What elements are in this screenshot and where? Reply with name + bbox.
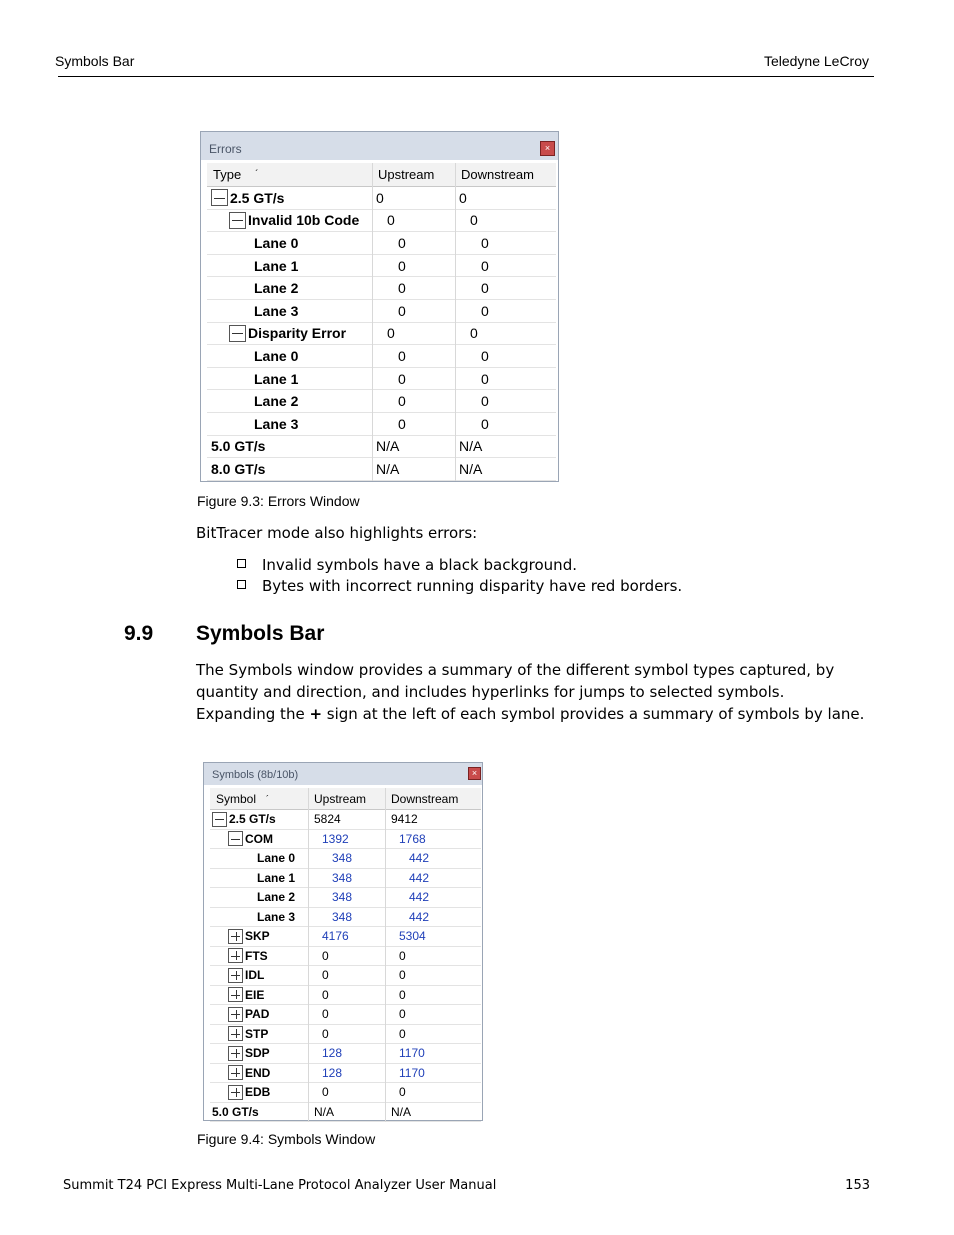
column-header-symbol[interactable]: Symbol ´ — [216, 791, 270, 806]
column-divider — [372, 163, 373, 481]
column-divider — [455, 163, 456, 481]
upstream-value: 0 — [387, 325, 395, 342]
expand-icon[interactable] — [228, 987, 243, 1002]
upstream-value: 0 — [398, 257, 406, 274]
row-label-cell — [254, 300, 298, 322]
collapse-icon[interactable] — [229, 212, 246, 229]
row-label-cell — [254, 232, 298, 254]
row-label: FTS — [245, 948, 268, 963]
row-label-cell — [211, 436, 265, 458]
row-label: Lane 0 — [254, 234, 299, 251]
collapse-icon[interactable] — [212, 812, 227, 827]
downstream-value: 0 — [481, 347, 489, 364]
table-row[interactable] — [207, 277, 556, 300]
section-number: 9.9 — [124, 622, 154, 645]
symbols-paragraph: The Symbols window provides a summary of the different symbol types captured, by quantity and direction, and includes hyperlinks for jumps to selected symbols. Expanding the + sign at the left of each symbol provides a summary of symbols by lane. — [196, 661, 865, 723]
bullet-item: Bytes with incorrect running disparity have red borders. — [237, 577, 682, 595]
table-row[interactable] — [207, 390, 556, 413]
row-label: 5.0 GT/s — [211, 438, 266, 455]
symbols-window — [203, 762, 483, 1121]
collapse-icon[interactable] — [228, 831, 243, 846]
row-label-cell — [254, 255, 298, 277]
downstream-value[interactable]: 5304 — [399, 929, 426, 944]
close-icon[interactable]: × — [540, 141, 555, 156]
table-row[interactable] — [207, 458, 556, 481]
section-title: Symbols Bar — [196, 622, 325, 645]
row-label-cell — [254, 277, 298, 299]
table-row[interactable] — [210, 966, 481, 986]
table-row[interactable] — [210, 830, 481, 850]
upstream-value[interactable]: 348 — [332, 851, 353, 866]
row-label-cell — [257, 908, 295, 927]
row-label: Lane 1 — [254, 257, 299, 274]
table-row[interactable] — [207, 187, 556, 210]
upstream-value: 0 — [322, 1007, 329, 1022]
row-label-cell — [212, 810, 276, 829]
row-label-cell — [211, 187, 284, 209]
row-label-cell — [254, 368, 298, 390]
row-label-cell — [211, 458, 265, 480]
table-row[interactable] — [210, 888, 481, 908]
upstream-value[interactable]: 128 — [322, 1065, 343, 1080]
row-label: COM — [245, 831, 273, 846]
upstream-value[interactable]: 348 — [332, 909, 353, 924]
downstream-value: 0 — [399, 1085, 406, 1100]
symbols-table — [210, 788, 481, 1120]
row-label: 2.5 GT/s — [229, 812, 276, 827]
row-label-cell — [228, 1005, 269, 1024]
row-label-cell — [228, 947, 268, 966]
downstream-value: 0 — [470, 325, 478, 342]
column-header-row — [207, 163, 556, 187]
upstream-value: 0 — [398, 280, 406, 297]
upstream-value: 0 — [398, 415, 406, 432]
row-label-cell — [228, 1083, 270, 1102]
column-header-type[interactable]: Type ´ — [213, 167, 259, 182]
row-label: Lane 2 — [254, 280, 299, 297]
expand-icon[interactable] — [228, 948, 243, 963]
row-label: SDP — [245, 1046, 270, 1061]
expand-icon[interactable] — [228, 968, 243, 983]
table-row[interactable] — [210, 1025, 481, 1045]
expand-icon[interactable] — [228, 1046, 243, 1061]
row-label: SKP — [245, 929, 270, 944]
upstream-value[interactable]: 348 — [332, 890, 353, 905]
downstream-value: 0 — [399, 968, 406, 983]
table-row[interactable] — [210, 1064, 481, 1084]
bittracer-text: BitTracer mode also highlights errors: — [196, 524, 478, 542]
errors-table — [207, 163, 556, 481]
upstream-value[interactable]: 1392 — [322, 831, 349, 846]
symbols-window-title: Symbols (8b/10b) — [212, 769, 299, 781]
downstream-value: 0 — [481, 257, 489, 274]
table-row[interactable] — [210, 869, 481, 889]
symbols-window-title-bar — [204, 763, 482, 785]
upstream-value: 0 — [376, 189, 384, 206]
downstream-value[interactable]: 442 — [409, 870, 430, 885]
row-label-cell — [228, 1025, 268, 1044]
upstream-value: N/A — [376, 438, 400, 455]
header-rule — [58, 76, 874, 77]
table-row[interactable] — [210, 849, 481, 869]
downstream-value: 0 — [399, 1026, 406, 1041]
running-header-left: Symbols Bar — [55, 53, 135, 69]
column-header-upstream[interactable]: Upstream — [314, 791, 367, 806]
row-label-cell — [212, 1103, 259, 1122]
upstream-value: 0 — [398, 302, 406, 319]
row-label-cell — [228, 927, 270, 946]
row-label: Lane 3 — [254, 415, 299, 432]
collapse-icon[interactable] — [229, 325, 246, 342]
row-label-cell — [229, 323, 346, 345]
table-row[interactable] — [207, 300, 556, 323]
downstream-value[interactable]: 1170 — [399, 1046, 425, 1061]
row-label-cell — [257, 849, 295, 868]
sort-arrow-icon: ´ — [255, 169, 259, 180]
downstream-value: 0 — [470, 212, 478, 229]
row-label-cell — [254, 345, 298, 367]
upstream-value[interactable]: 4176 — [322, 929, 349, 944]
table-row[interactable] — [207, 323, 556, 346]
upstream-value: 0 — [322, 948, 329, 963]
errors-window-title: Errors — [209, 142, 242, 156]
downstream-value[interactable]: 442 — [409, 909, 430, 924]
upstream-value: 0 — [398, 393, 406, 410]
downstream-value: 0 — [481, 370, 489, 387]
column-header-downstream[interactable]: Downstream — [461, 167, 534, 182]
downstream-value[interactable]: 442 — [409, 851, 430, 866]
downstream-value[interactable]: 1768 — [399, 831, 426, 846]
figure-caption-errors: Figure 9.3: Errors Window — [197, 493, 360, 509]
row-label-cell — [228, 1064, 270, 1083]
row-label: Lane 0 — [254, 347, 299, 364]
downstream-value: 0 — [399, 1007, 406, 1022]
collapse-icon[interactable] — [211, 189, 228, 206]
checkbox-bullet-icon — [237, 559, 246, 568]
downstream-value[interactable]: 442 — [409, 890, 430, 905]
table-row[interactable] — [207, 413, 556, 436]
row-label-cell — [228, 830, 273, 849]
downstream-value[interactable]: 1170 — [399, 1065, 425, 1080]
downstream-value: N/A — [391, 1104, 412, 1119]
table-row[interactable] — [210, 1044, 481, 1064]
row-label-cell — [228, 966, 264, 985]
row-label-cell — [257, 888, 295, 907]
upstream-value: N/A — [376, 460, 400, 477]
downstream-value: 0 — [481, 234, 489, 251]
table-row[interactable] — [210, 1083, 481, 1103]
row-label: EDB — [245, 1085, 271, 1100]
checkbox-bullet-icon — [237, 580, 246, 589]
row-label: Lane 3 — [254, 302, 299, 319]
table-row[interactable] — [210, 947, 481, 967]
figure-caption-symbols: Figure 9.4: Symbols Window — [197, 1131, 376, 1147]
row-label: 2.5 GT/s — [230, 189, 285, 206]
table-row[interactable] — [207, 232, 556, 255]
table-row[interactable] — [210, 1103, 481, 1123]
row-label: END — [245, 1065, 271, 1080]
downstream-value: 0 — [399, 987, 406, 1002]
downstream-value: 0 — [481, 280, 489, 297]
downstream-value: 9412 — [391, 812, 418, 827]
row-label: Lane 3 — [257, 909, 296, 924]
downstream-value: N/A — [459, 460, 483, 477]
row-label: PAD — [245, 1007, 270, 1022]
row-label: STP — [245, 1026, 269, 1041]
column-header-row — [210, 788, 481, 810]
expand-icon[interactable] — [228, 929, 243, 944]
row-label-cell — [254, 390, 298, 412]
table-row[interactable] — [207, 436, 556, 459]
upstream-value[interactable]: 128 — [322, 1046, 343, 1061]
row-label: Lane 2 — [257, 890, 296, 905]
table-row[interactable] — [207, 368, 556, 391]
expand-icon[interactable] — [228, 1026, 243, 1041]
column-header-upstream[interactable]: Upstream — [378, 167, 435, 182]
row-label: Lane 1 — [254, 370, 299, 387]
errors-window — [200, 131, 559, 482]
row-label: Disparity Error — [248, 325, 347, 342]
downstream-value: 0 — [481, 302, 489, 319]
row-label-cell — [254, 413, 298, 435]
table-row[interactable] — [207, 345, 556, 368]
upstream-value: 0 — [322, 968, 329, 983]
column-divider — [308, 788, 309, 1122]
downstream-value: 0 — [399, 948, 406, 963]
table-row[interactable] — [210, 908, 481, 928]
upstream-value: N/A — [314, 1104, 335, 1119]
row-label: IDL — [245, 968, 265, 983]
downstream-value: N/A — [459, 438, 483, 455]
downstream-value: 0 — [459, 189, 467, 206]
errors-window-title-bar — [201, 132, 558, 160]
table-row[interactable] — [210, 810, 481, 830]
upstream-value: 0 — [322, 1026, 329, 1041]
downstream-value: 0 — [481, 415, 489, 432]
row-label: 5.0 GT/s — [212, 1104, 259, 1119]
row-label-cell — [257, 869, 295, 888]
upstream-value: 0 — [398, 370, 406, 387]
footer-title: Summit T24 PCI Express Multi-Lane Protocol Analyzer User Manual — [63, 1178, 497, 1193]
row-label: Lane 2 — [254, 393, 299, 410]
table-row[interactable] — [210, 927, 481, 947]
row-label: Invalid 10b Code — [248, 212, 360, 229]
expand-icon[interactable] — [228, 1065, 243, 1080]
bullet-item: Invalid symbols have a black background. — [237, 556, 577, 574]
table-row[interactable] — [207, 210, 556, 233]
downstream-value: 0 — [481, 393, 489, 410]
upstream-value: 0 — [387, 212, 395, 229]
upstream-value: 5824 — [314, 812, 341, 827]
expand-icon[interactable] — [228, 1085, 243, 1100]
row-label-cell — [228, 1044, 270, 1063]
row-label: Lane 0 — [257, 851, 296, 866]
expand-icon[interactable] — [228, 1007, 243, 1022]
upstream-value[interactable]: 348 — [332, 870, 353, 885]
upstream-value: 0 — [322, 1085, 329, 1100]
column-header-downstream[interactable]: Downstream — [391, 791, 459, 806]
row-label-cell — [228, 986, 264, 1005]
table-row[interactable] — [210, 986, 481, 1006]
row-label: 8.0 GT/s — [211, 460, 266, 477]
table-row[interactable] — [207, 255, 556, 278]
close-icon[interactable]: × — [468, 767, 481, 780]
upstream-value: 0 — [398, 234, 406, 251]
page-number: 153 — [845, 1178, 870, 1193]
table-row[interactable] — [210, 1005, 481, 1025]
column-divider — [385, 788, 386, 1122]
sort-arrow-icon: ´ — [266, 793, 270, 804]
row-label: EIE — [245, 987, 265, 1002]
row-label: Lane 1 — [257, 870, 296, 885]
row-label-cell — [229, 210, 359, 232]
running-header-right: Teledyne LeCroy — [763, 53, 869, 69]
upstream-value: 0 — [398, 347, 406, 364]
upstream-value: 0 — [322, 987, 329, 1002]
